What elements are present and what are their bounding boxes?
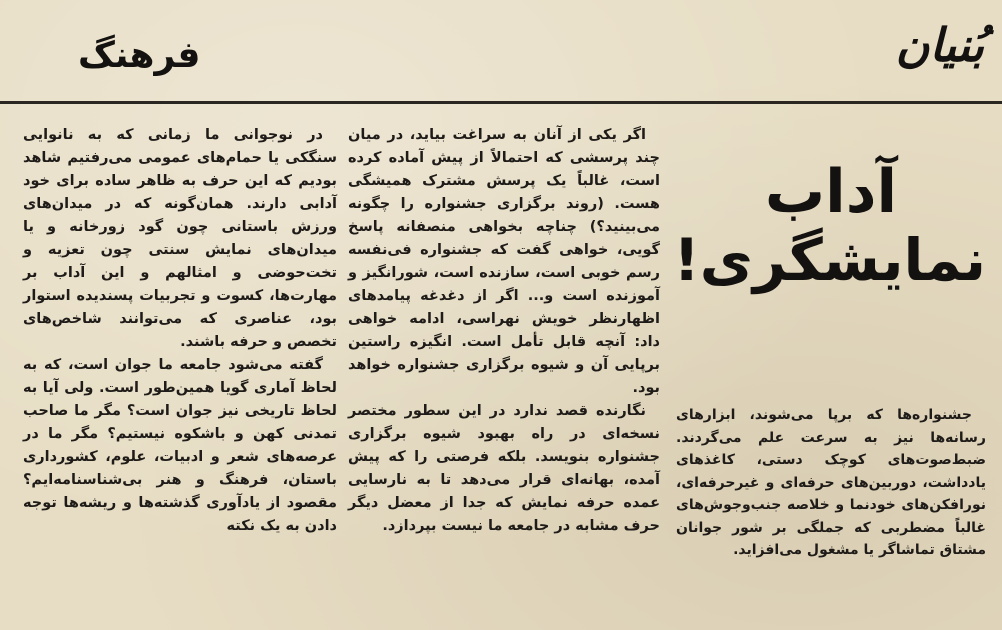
headline-line-2: نمایشگری!: [673, 226, 986, 294]
middle-paragraph-1: اگر یکی از آنان به سراغت بیاید، در میان چند پرسشی که احتمالاً از پیش آماده کرده است، غالباً یک پرسش مشترک همیشگی هست. (روند برگزاری جشنواره را چگونه می‌بینید؟) چناچه بخواهی منصفانه پاسخ گویی، خواهی گفت که جشنواره فی‌نفسه رسم خوبی است، سازنده است، شورانگیز و آموزنده است و... اگر از دغدغه پیامدهای اظهارنظر خویش نهراسی، ادامه خواهی داد: آنچه قابل تأمل است. انگیزه راستین برپایی آن و شیوه برگزاری جشنواره خواهد بود.: [348, 127, 660, 396]
newspaper-logo: بُنیان: [895, 18, 984, 72]
article-lead-column: [676, 404, 986, 562]
left-paragraph-1: در نوجوانی ما زمانی که به نانوایی سنگکی یا حمام‌های عمومی می‌رفتیم شاهد بودیم که این حرف به ظاهر ساده برای خود آدابی دارند. همان‌گونه که در میدان‌های ورزش باستانی چون گود زورخانه و یا میدان‌های نمایش سنتی چون تعزیه و تخت‌حوضی و امثالهم و این آداب بر مهارت‌ها، کسوت و تجربیات پسندیده استوار بود، عناصری که می‌توانند شاخص‌های تخصص و حرفه باشند.: [23, 127, 337, 350]
headline-line-1: آداب: [764, 157, 898, 227]
article-left-column: [23, 124, 337, 538]
article-headline: [673, 157, 986, 294]
header-divider: [0, 101, 1002, 104]
section-title: فرهنگ: [78, 35, 201, 76]
left-paragraph-2: گفته می‌شود جامعه ما جوان است، که به لحاظ آماری گویا همین‌طور است. ولی آیا به لحاظ تاریخی نیز جوان است؟ مگر ما صاحب تمدنی کهن و باشکوه نیستیم؟ مگر ما در عرصه‌های شعر و ادبیات، علوم، کشورداری باستان، فرهنگ و هنر بی‌شناسنامه‌ایم؟ مقصود از یادآوری گذشته‌ها و ریشه‌ها توجه دادن به یک نکته: [23, 357, 337, 534]
article-lead-paragraph: جشنواره‌ها که برپا می‌شوند، ابزارهای رسانه‌ها نیز به سرعت علم می‌گردند. ضبط‌صوت‌های کوچک دستی، کاغذهای یادداشت، دوربین‌های حرفه‌ای و غیرحرفه‌ای، نورافکن‌های خودنما و خلاصه جنب‌وجوش‌های غالباً مضطربی که جملگی بر شور جوانان مشتاق تماشاگر یا مشغول می‌افزاید.: [676, 407, 986, 558]
middle-paragraph-2: نگارنده قصد ندارد در این سطور مختصر نسخه‌ای در راه بهبود شیوه برگزاری جشنواره بنویسد. بلکه فرصتی را که پیش آمده، بهانه‌ای قرار می‌دهد تا به نارسایی عمده حرفه نمایش که جدا از معضل دیگر حرف مشابه در جامعه ما نیست بپردازد.: [348, 403, 660, 534]
article-middle-column: [348, 124, 660, 538]
